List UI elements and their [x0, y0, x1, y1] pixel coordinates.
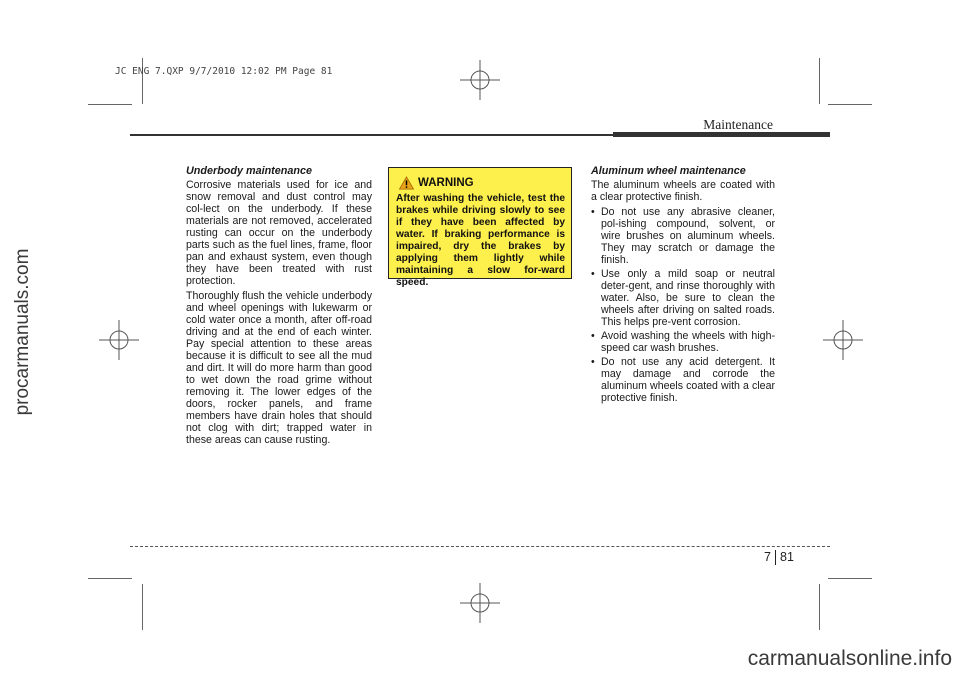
aluminum-heading: Aluminum wheel maintenance	[591, 165, 746, 177]
crop-mark	[142, 584, 143, 630]
print-slug: JC ENG 7.QXP 9/7/2010 12:02 PM Page 81	[115, 66, 333, 77]
section-title: Maintenance	[703, 117, 773, 132]
registration-mark-icon	[823, 320, 863, 360]
page-number-divider	[775, 550, 776, 565]
footer-rule	[130, 546, 830, 547]
registration-mark-icon	[460, 60, 500, 100]
warning-triangle-icon	[399, 176, 414, 190]
aluminum-intro: The aluminum wheels are coated with a clear protective finish.	[591, 179, 775, 203]
crop-mark	[142, 58, 143, 104]
crop-mark	[88, 578, 132, 579]
side-watermark: procarmanuals.com	[12, 248, 33, 416]
warning-header	[399, 176, 565, 190]
underbody-heading: Underbody maintenance	[186, 165, 312, 177]
warning-title: WARNING	[418, 177, 474, 189]
warning-text: After washing the vehicle, test the brakes while driving slowly to see if they have been affected by water. If braking performance is impaired, dry the brakes by applying them lightly while maintaining a slow for-ward speed.	[396, 193, 565, 288]
chapter-number: 7	[764, 550, 771, 564]
crop-mark	[828, 104, 872, 105]
underbody-section	[186, 165, 372, 449]
list-item: • Use only a mild soap or neutral deter-gent, and rinse thoroughly with water. Also, be sure to clean the wheels after driving on salted roads. This helps pre-vent corrosion.	[591, 268, 775, 328]
aluminum-section	[591, 165, 775, 406]
registration-mark-icon	[99, 320, 139, 360]
crop-mark	[819, 584, 820, 630]
crop-mark	[828, 578, 872, 579]
crop-mark	[88, 104, 132, 105]
crop-mark	[819, 58, 820, 104]
list-item: • Avoid washing the wheels with high-speed car wash brushes.	[591, 330, 775, 354]
list-item: • Do not use any abrasive cleaner, pol-ishing compound, solvent, or wire brushes on aluminum wheels. They may scratch or damage the finish.	[591, 206, 775, 266]
page-number: 81	[780, 550, 794, 564]
aluminum-list	[591, 206, 775, 404]
list-item: • Do not use any acid detergent. It may damage and corrode the aluminum wheels coated with a clear protective finish.	[591, 356, 775, 404]
underbody-paragraph: Corrosive materials used for ice and snow removal and dust control may col-lect on the underbody. If these materials are not removed, accelerated rusting can occur on the underbody parts such as the fuel lines, frame, floor pan and exhaust system, even though they have been treated with rust protection.	[186, 179, 372, 287]
registration-mark-icon	[460, 583, 500, 623]
warning-box	[388, 167, 572, 288]
underbody-paragraph: Thoroughly flush the vehicle underbody and wheel openings with lukewarm or cold water once a month, after off-road driving and at the end of each winter. Pay special attention to these areas because it is difficult to see all the mud and dirt. It will do more harm than good to wet down the road grime without removing it. The lower edges of the doors, rocker panels, and frame members have drain holes that should not clog with dirt; trapped water in these areas can cause rusting.	[186, 290, 372, 446]
header-rule-accent	[613, 132, 830, 137]
bottom-watermark: carmanualsonline.info	[747, 647, 952, 670]
